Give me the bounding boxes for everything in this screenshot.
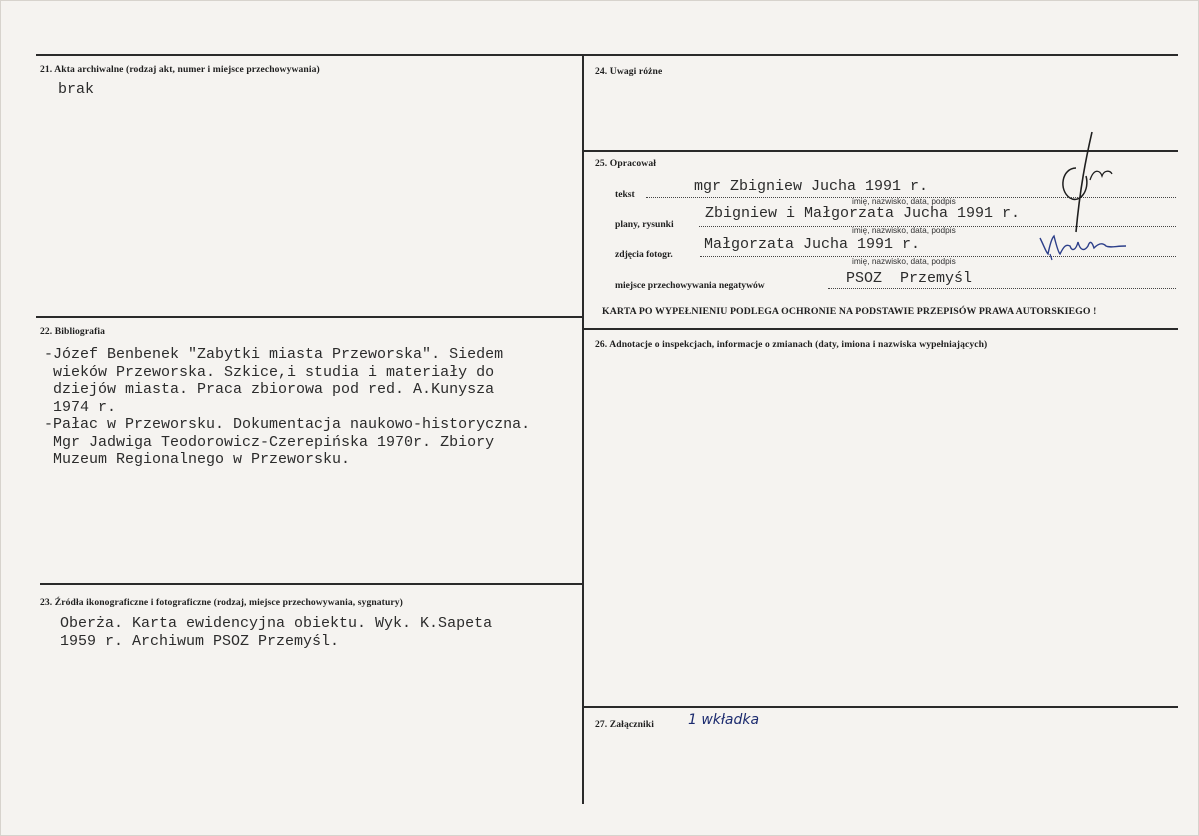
- section-21-value: brak: [58, 81, 95, 98]
- copyright-notice: KARTA PO WYPEŁNIENIU PODLEGA OCHRONIE NA PODSTAWIE PRZEPISÓW PRAWA AUTORSKIEGO !: [602, 306, 1097, 317]
- rule-26-27: [582, 706, 1178, 708]
- text-author-value: mgr Zbigniew Jucha 1991 r.: [694, 178, 929, 195]
- sources-line: Oberża. Karta ewidencyjna obiektu. Wyk. K.Sapeta: [60, 615, 493, 632]
- section-25-label: 25. Opracował: [595, 158, 656, 169]
- sources-line: 1959 r. Archiwum PSOZ Przemyśl.: [60, 633, 340, 650]
- rule-21-22: [36, 316, 584, 318]
- text-author-hint: imię, nazwisko, data, podpis: [852, 196, 956, 206]
- rule-25-26: [582, 328, 1178, 330]
- bibliography-line: -Józef Benbenek "Zabytki miasta Przeworska". Siedem: [44, 346, 504, 363]
- negatives-location-value: PSOZ Przemyśl: [846, 270, 973, 287]
- drawings-author-label: plany, rysunki: [615, 219, 674, 230]
- bibliography-line: -Pałac w Przeworsku. Dokumentacja naukowo-historyczna.: [44, 416, 531, 433]
- signature-photographer: [1036, 232, 1130, 262]
- section-24-label: 24. Uwagi różne: [595, 66, 663, 77]
- rule-22-23: [40, 583, 584, 585]
- bibliography-line: Mgr Jadwiga Teodorowicz-Czerepińska 1970r. Zbiory: [44, 433, 495, 451]
- photos-author-hint: imię, nazwisko, data, podpis: [852, 256, 956, 266]
- section-21-label: 21. Akta archiwalne (rodzaj akt, numer i miejsce przechowywania): [40, 64, 320, 75]
- attachments-value: 1 wkładka: [688, 712, 760, 728]
- drawings-author-value: Zbigniew i Małgorzata Jucha 1991 r.: [705, 205, 1021, 222]
- section-27-label: 27. Załączniki: [595, 719, 654, 730]
- section-23-label: 23. Źródła ikonograficzne i fotograficzne (rodzaj, miejsce przechowywania, sygnatury): [40, 597, 403, 608]
- signature-mark: [1056, 128, 1116, 238]
- photos-author-label: zdjęcia fotogr.: [615, 249, 673, 260]
- negatives-location-label: miejsce przechowywania negatywów: [615, 280, 765, 291]
- bibliography-line: 1974 r.: [44, 398, 117, 416]
- bibliography-line: dziejów miasta. Praca zbiorowa pod red. A.Kunysza: [44, 381, 495, 398]
- negatives-location-line: [828, 288, 1176, 289]
- bibliography-line: Muzeum Regionalnego w Przeworsku.: [44, 451, 351, 468]
- section-26-label: 26. Adnotacje o inspekcjach, informacje o zmianach (daty, imiona i nazwiska wypełniających): [595, 339, 988, 350]
- bibliography-line: wieków Przeworska. Szkice,i studia i materiały do: [44, 363, 495, 381]
- text-author-label: tekst: [615, 189, 635, 200]
- section-22-label: 22. Bibliografia: [40, 326, 106, 337]
- top-rule: [36, 54, 1178, 56]
- center-divider: [582, 54, 584, 804]
- photos-author-value: Małgorzata Jucha 1991 r.: [704, 236, 921, 253]
- drawings-author-hint: imię, nazwisko, data, podpis: [852, 225, 956, 235]
